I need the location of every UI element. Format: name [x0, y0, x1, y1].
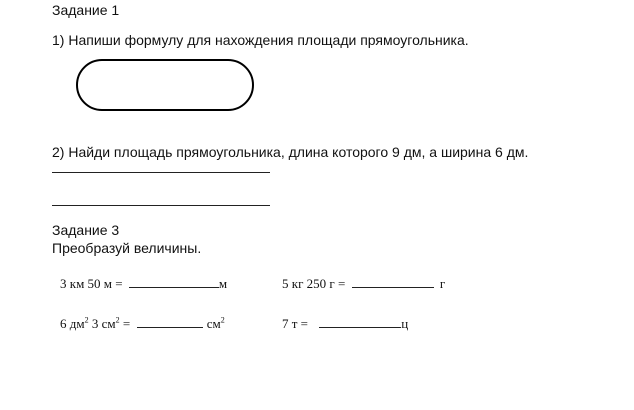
- kg-g-unit: г: [439, 276, 446, 291]
- cm2-unit: см: [206, 316, 221, 331]
- task3-instruction: Преобразуй величины.: [52, 240, 202, 256]
- kg-g-expression: 5 кг 250 г =: [282, 276, 346, 291]
- answer-line-1[interactable]: [52, 172, 270, 173]
- km-m-unit: м: [218, 276, 228, 291]
- dm2-exponent: 2: [84, 315, 89, 325]
- dm2-cm2-equals: =: [122, 316, 131, 331]
- task3-heading: Задание 3: [52, 222, 120, 238]
- kg-g-answer-blank[interactable]: [352, 276, 434, 288]
- task1-question1: 1) Напиши формулу для нахождения площади прямоугольника.: [52, 32, 469, 48]
- t-c-answer-blank[interactable]: [319, 316, 401, 328]
- conversion-row2-right: [282, 316, 408, 332]
- km-m-answer-blank[interactable]: [129, 276, 219, 288]
- conversion-row1-right: [282, 276, 445, 292]
- conversion-row1-left: [60, 276, 227, 292]
- t-c-expression: 7 т =: [282, 316, 309, 331]
- cm2-value: 3 см: [91, 316, 116, 331]
- km-m-expression: 3 км 50 м =: [60, 276, 123, 291]
- dm2-value: 6 дм: [60, 316, 85, 331]
- task1-heading: Задание 1: [52, 2, 120, 18]
- dm2-cm2-answer-blank[interactable]: [137, 316, 203, 328]
- conversion-row2-left: [60, 316, 225, 332]
- cm2-unit-exponent: 2: [220, 315, 225, 325]
- cm2-exponent: 2: [115, 315, 120, 325]
- formula-answer-box[interactable]: [76, 59, 254, 111]
- task1-question2: 2) Найди площадь прямоугольника, длина которого 9 дм, а ширина 6 дм.: [52, 144, 529, 160]
- answer-line-2[interactable]: [52, 205, 270, 206]
- t-c-unit: ц: [401, 316, 409, 331]
